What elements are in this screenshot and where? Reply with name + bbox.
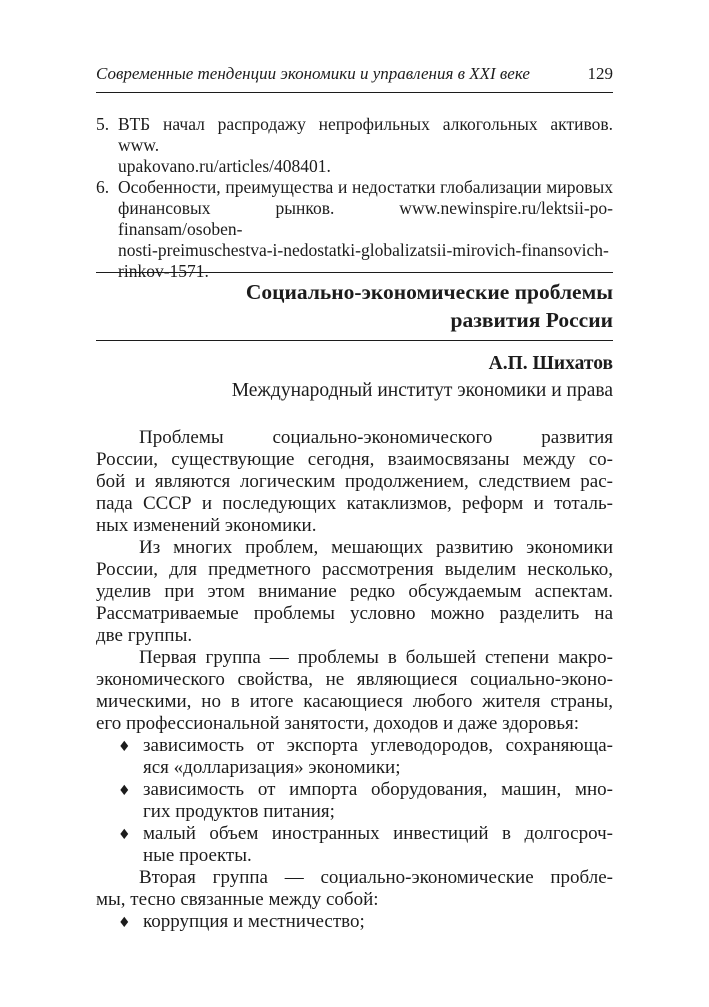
paragraph-line: ных изменений экономики. [96,515,317,536]
paragraph-line: Вторая группа — социально-экономические пробле- [139,867,613,888]
body-paragraph [96,427,613,537]
diamond-bullet-icon: ♦ [118,915,131,931]
bullet-line: зависимость от экспорта углеводородов, сохраняюща- [143,735,613,756]
article-body [96,427,613,933]
reference-line: финансовых рынков. www.newinspire.ru/lektsii-po-finansam/osoben- [118,198,613,239]
bullet-line: ные проекты. [143,845,252,866]
running-title: Современные тенденции экономики и управления в XXI веке [96,64,530,83]
bullet-text [143,779,613,823]
body-paragraph [96,537,613,647]
bullet-item [96,823,613,867]
diamond-bullet-icon: ♦ [118,739,131,755]
paragraph-line: России, для предметного рассмотрения выделим несколько, [96,559,613,580]
title-rule-bottom [96,340,613,341]
reference-line: rinkov-1571. [118,261,209,281]
author-name: А.П. Шихатов [488,353,613,374]
reference-number: 6. [96,177,110,197]
author-affiliation: Международный институт экономики и права [231,380,613,401]
paragraph-line: уделив при этом внимание редко обсуждаемым аспектам. [96,581,613,602]
paragraph-line: Из многих проблем, мешающих развитию экономики [139,537,613,558]
bullet-line: гих продуктов питания; [143,801,335,822]
bullet-item [96,911,613,933]
article-title [96,279,613,334]
paragraph-line: Рассматриваемые проблемы условно можно разделить на [96,603,613,624]
reference-number: 5. [96,114,110,134]
reference-item [96,114,613,177]
paragraph-line: Первая группа — проблемы в большей степени макро- [139,647,613,668]
reference-text [118,177,613,282]
body-paragraph [96,867,613,911]
reference-line: Особенности, преимущества и недостатки глобализации мировых [118,177,613,197]
references-list [96,114,613,282]
article-title-line: развития России [450,307,613,332]
bullet-line: зависимость от импорта оборудования, машин, мно- [143,779,613,800]
bullet-item [96,735,613,779]
reference-line: upakovano.ru/articles/408401. [118,156,331,176]
reference-text [118,114,613,177]
article-title-line: Социально-экономические проблемы [245,280,613,304]
bullet-line: коррупция и местничество; [143,911,365,932]
bullet-text [143,823,613,867]
paragraph-line: экономического свойства, не являющиеся социально-эконо- [96,669,613,690]
bullet-line: яся «долларизация» экономики; [143,757,401,778]
paragraph-line: бой и являются логическим продолжением, следствием рас- [96,471,613,492]
reference-line: ВТБ начал распродажу непрофильных алкогольных активов. www. [118,114,613,155]
diamond-bullet-icon: ♦ [118,827,131,843]
page-number: 129 [587,64,613,83]
bullet-line: малый объем иностранных инвестиций в долгосроч- [143,823,613,844]
body-paragraph [96,647,613,735]
bullet-text [143,735,613,779]
header-rule [96,92,613,93]
reference-line: nosti-preimuschestva-i-nedostatki-globalizatsii-mirovich-finansovich- [118,240,609,260]
paragraph-line: мы, тесно связанные между собой: [96,889,379,910]
bullet-item [96,779,613,823]
paragraph-line: Проблемы социально-экономического развития [139,427,613,448]
paragraph-line: две группы. [96,625,193,646]
paragraph-line: России, существующие сегодня, взаимосвязаны между со- [96,449,613,470]
running-header [96,64,613,84]
paragraph-line: мическими, но в итоге касающиеся любого жителя страны, [96,691,613,712]
paragraph-line: пада СССР и последующих катаклизмов, реформ и тоталь- [96,493,613,514]
title-rule-top [96,272,613,273]
reference-item [96,177,613,282]
diamond-bullet-icon: ♦ [118,783,131,799]
paragraph-line: его профессиональной занятости, доходов и даже здоровья: [96,713,580,734]
bullet-text [143,911,613,933]
